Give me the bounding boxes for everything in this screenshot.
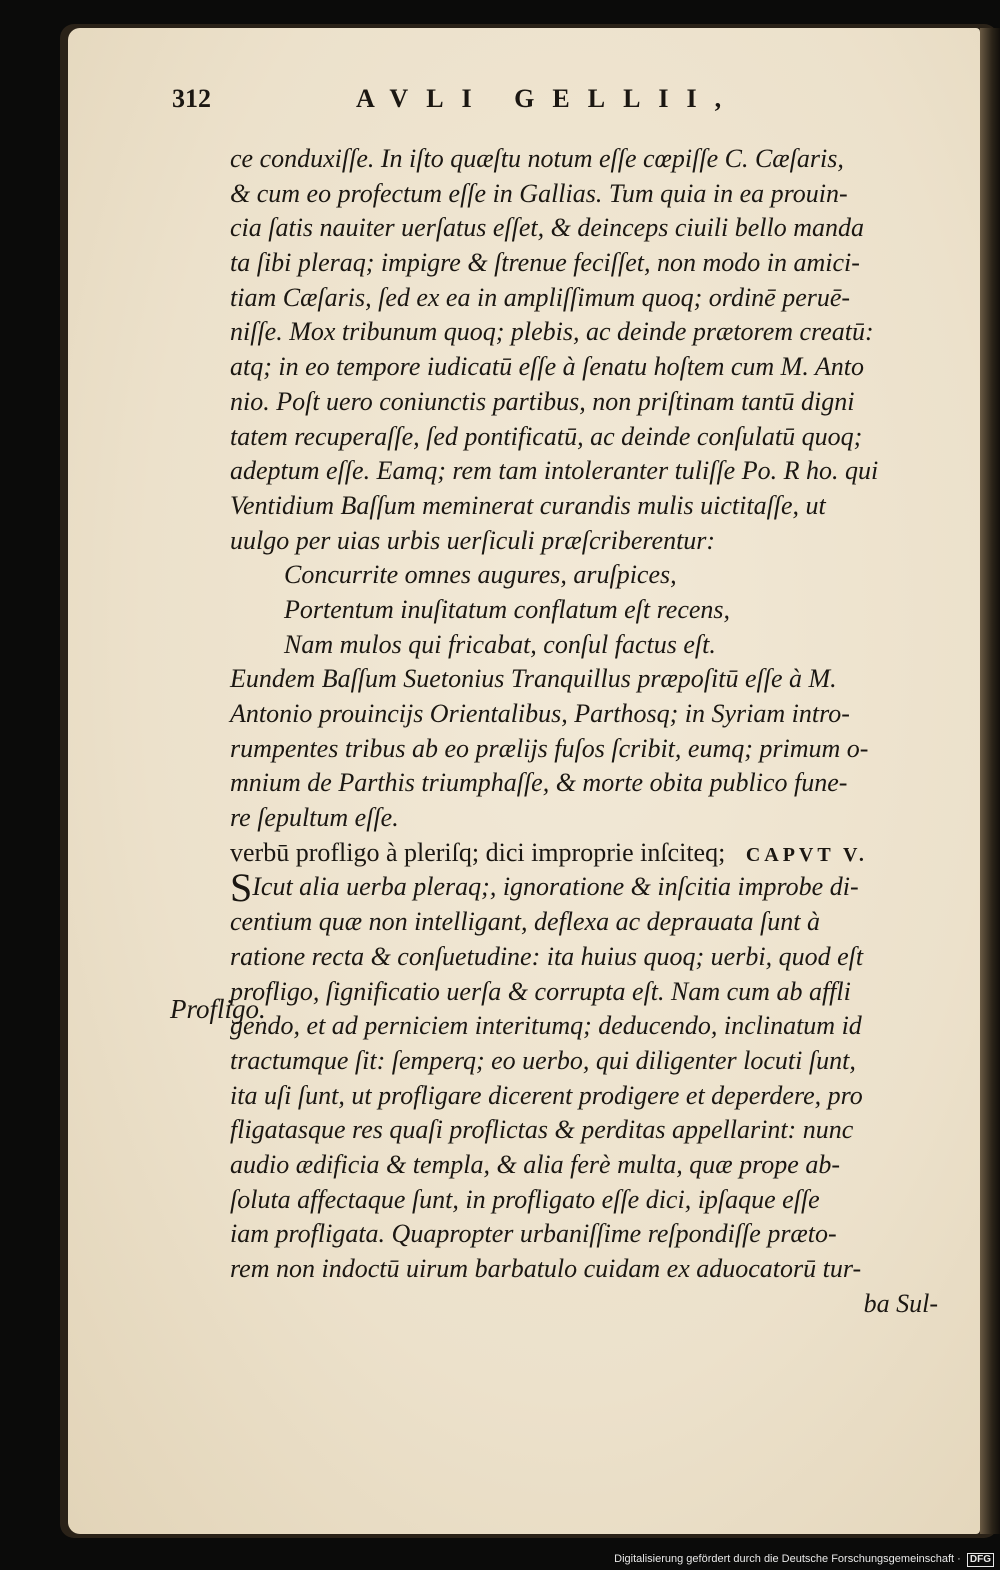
text-line: ſoluta affectaque ſunt, in profligato eſſe dici, ipſaque eſſe [230,1184,820,1214]
text-block [230,142,956,1321]
credit-text: Digitalisierung gefördert durch die Deutsche Forschungsgemeinschaft · [614,1553,961,1565]
running-head: AVLI GELLII, [356,84,740,113]
text-line: atq; in eo tempore iudicatū eſſe à ſenatu hoſtem cum M. Anto [230,352,864,382]
text-line: iam profligata. Quapropter urbaniſſime reſpondiſſe præto- [230,1219,837,1249]
text-line: ratione recta & conſuetudine: ita huius quoq; uerbi, quod eſt [230,941,864,971]
text-line: gendo, et ad perniciem interitumq; deducendo, inclinatum id [230,1011,862,1041]
marginal-note: Profligo. [170,994,266,1024]
text-line: nio. Poſt uero coniunctis partibus, non priſtinam tantū digni [230,386,855,416]
text-line: rumpentes tribus ab eo prælijs fuſos ſcribit, eumq; primum o- [230,733,869,763]
text-line: ce conduxiſſe. In iſto quæſtu notum eſſe cœpiſſe C. Cæſaris, [230,144,844,173]
page-number: 312 [172,84,211,113]
text-line: re ſepultum eſſe. [230,803,399,833]
chapter-label: CAPVT V. [745,843,868,866]
text-line: Antonio prouincijs Orientalibus, Parthosq; in Syriam intro- [230,699,850,728]
page-header [172,84,952,124]
dfg-logo-icon: DFG [967,1553,994,1567]
digitization-credit [600,1549,1000,1570]
verse-line: Portentum inuſitatum conflatum eſt recens, [284,594,731,624]
text-line: niſſe. Mox tribunum quoq; plebis, ac deinde prætorem creatū: [230,317,874,347]
text-line: adeptum eſſe. Eamq; rem tam intoleranter tuliſſe Po. R ho. qui [230,456,879,486]
text-line: cia ſatis nauiter uerſatus eſſet, & deinceps ciuili bello manda [230,213,865,243]
text-line: fligatasque res quaſi proflictas & perditas appellarint: nunc [230,1115,854,1145]
text-line: tractumque ſit: ſemperq; eo uerbo, qui diligenter locuti ſunt, [230,1045,856,1075]
text-line: uulgo per uias urbis uerſiculi præſcriberentur: [230,525,716,555]
text-line-content: Icut alia uerba pleraq;, ignoratione & inſcitia improbe di- [252,872,859,902]
drop-capital: S [230,865,253,911]
verse-line: Concurrite omnes augures, aruſpices, [284,560,677,590]
text-line: audio ædificia & templa, & alia ferè multa, quæ prope ab- [230,1149,840,1179]
book-gutter [980,28,1000,1534]
text-line: ta ſibi pleraq; impigre & ſtrenue feciſſet, non modo in amici- [230,248,860,278]
text-line: tiam Cæſaris, ſed ex ea in ampliſſimum quoq; ordinē peruē- [230,282,851,312]
catchword: ba Sul- [863,1288,938,1318]
text-line: Eundem Baſſum Suetonius Tranquillus præpoſitū eſſe à M. [230,664,837,694]
text-line: ita uſi ſunt, ut profligare dicerent prodigere et deperdere, pro [230,1080,863,1110]
text-line: & cum eo profectum eſſe in Gallias. Tum quia in ea prouin- [230,178,848,208]
chapter-heading [230,836,956,871]
text-line: centium quæ non intelligant, deflexa ac deprauata ſunt à [230,907,820,937]
text-line: rem non indoctū uirum barbatulo cuidam ex aduocatorū tur- [230,1254,862,1283]
text-line: profligo, ſignificatio uerſa & corrupta eſt. Nam cum ab affli [230,976,851,1006]
text-line: mnium de Parthis triumphaſſe, & morte obita publico fune- [230,768,848,798]
text-line [230,865,956,911]
verse-line: Nam mulos qui fricabat, conſul factus eſt. [284,629,716,659]
chapter-summary: verbū profligo à pleriſq; dici improprie inſciteq; [230,837,726,867]
text-line: Ventidium Baſſum meminerat curandis mulis uictitaſſe, ut [230,490,826,520]
text-line: tatem recuperaſſe, ſed pontificatū, ac deinde conſulatū quoq; [230,421,863,451]
